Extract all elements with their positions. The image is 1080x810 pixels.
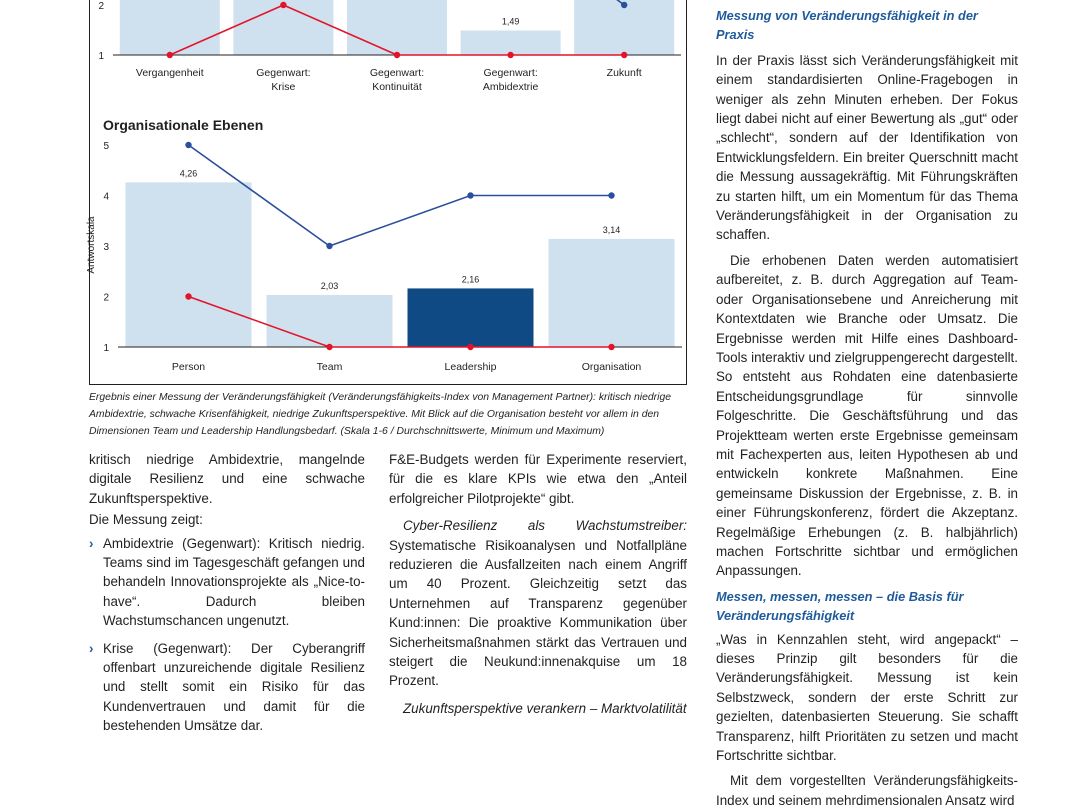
bullet-item	[89, 639, 365, 736]
bar	[233, 0, 333, 55]
data-label: 2,03	[320, 280, 339, 291]
bar	[267, 295, 393, 347]
y-tick-label: 5	[103, 141, 109, 152]
section-heading: Messen, messen, messen – die Basis für Veränderungsfähigkeit	[716, 588, 964, 624]
y-tick-label: 1	[103, 343, 109, 354]
figure-caption: Ergebnis einer Messung der Veränderungsfähigkeit (Veränderungsfähigkeits-Index von Management Partner): kritisch niedrige Ambidextrie, schwache Krisenfähigkeit, niedrige Zukunftsperspektive. Mit Blick auf die Organisation besteht vor allem in den Dimensionen Team und Leadership Handlungsbedarf. (Skala 1-6 / Durchschnittswerte, Minimum und Maximum)	[89, 392, 672, 437]
x-tick-label: Person	[171, 361, 206, 373]
x-tick-label: Krise	[271, 81, 296, 93]
data-label: 2,16	[461, 274, 480, 285]
text-column-2	[389, 450, 687, 718]
x-tick-label: Gegenwart:	[369, 67, 425, 79]
max-point	[608, 192, 614, 198]
section-heading: Messung von Veränderungsfähigkeit in der Praxis	[716, 8, 978, 43]
bar	[461, 31, 561, 56]
paragraph-lead: Cyber-Resilienz als Wachstumstreiber:	[403, 518, 687, 534]
y-axis-label: Antwortskala	[86, 216, 97, 274]
bullet-marker-icon: ›	[89, 640, 94, 656]
paragraph	[389, 516, 687, 691]
min-point	[608, 344, 614, 350]
bullet-marker-icon: ›	[89, 535, 94, 551]
x-tick-label: Organisation	[581, 361, 642, 373]
x-tick-label: Team	[316, 361, 343, 373]
data-label: 4,26	[179, 168, 198, 179]
paragraph: Die erhobenen Daten werden automatisiert aufbereitet, z. B. durch Aggregation auf Team- oder Organisationsebene und Anreicherung mit Kontextdaten wie Branche oder Umsatz. Die Ergebnisse werden mit Hilfe eines Dashboard-Tools interaktiv und zielgruppengerecht dargestellt. So entsteht aus Rohdaten eine datenbasierte Entscheidungsgrundlage für sinnvolle Folgeschritte. Die Geschäftsführung und das Projektteam werten erste Ergebnisse gemeinsam mit Fachexperten aus, leiten Hypothesen ab und entwickeln konkrete Maßnahmen. Eine gemeinsame Diskussion der Ergebnisse, z. B. in einer Führungskonferenz, fördert die Akzeptanz. Regelmäßige Erhebungen (z. B. halbjährlich) machen Fortschritte sichtbar und ermöglichen Anpassungen.	[716, 252, 1018, 579]
data-label: 1,49	[501, 16, 520, 27]
x-tick-label: Gegenwart:	[256, 67, 311, 79]
x-tick-label: Kontinuität	[372, 81, 422, 93]
max-point	[185, 142, 191, 148]
x-tick-label: Vergangenheit	[135, 67, 204, 79]
bar	[408, 288, 534, 347]
y-tick-label: 2	[98, 1, 104, 12]
min-point	[326, 344, 332, 350]
max-point	[326, 243, 332, 249]
bullet-text: Ambidextrie (Gegenwart): Kritisch niedrig. Teams sind im Tagesgeschäft gefangen und behandeln Innovationsprojekte als „Nice-to-have“. Dadurch bleiben Wachstumschancen ungenutzt.	[103, 535, 365, 629]
bullet-text: Krise (Gegenwart): Der Cyberangriff offenbart unzureichende digitale Resilienz und stellt somit ein Risiko für das Kundenvertrauen und damit für die bestehenden Umsätze dar.	[103, 640, 365, 734]
text-column-1	[89, 450, 365, 736]
y-tick-label: 2	[103, 292, 109, 304]
max-line	[189, 145, 612, 246]
min-point	[280, 2, 286, 8]
x-tick-label: Zukunft	[606, 67, 642, 79]
min-point	[467, 344, 473, 350]
text-column-3	[716, 6, 1018, 810]
bar	[347, 0, 447, 55]
data-label: 3,14	[602, 224, 621, 235]
bar	[549, 239, 675, 347]
paragraph: „Was in Kennzahlen steht, wird angepackt“ – dieses Prinzip gilt besonders für die Veränderungsfähigkeit. Messung ist kein Selbstzweck, sondern der erste Schritt zur gezielten, datenbasierten Steuerung. Sie schafft Transparenz, hilft Prioritäten zu setzen und macht Fortschritte sichtbar.	[716, 631, 1018, 764]
y-tick-label: 3	[103, 242, 109, 253]
min-line	[189, 297, 612, 348]
bar	[574, 0, 674, 55]
paragraph-text: Systematische Risikoanalysen und Notfallpläne reduzieren die Ausfallzeiten nach einem Angriff um 40 Prozent. Gleichzeitig setzt das Unternehmen auf Transparenz gegenüber Kund:innen: Die proaktive Kommunikation über Sicherheitsmaßnahmen stärkt das Vertrauen und steigert die Neukund:innenakquise um 18 Prozent.	[389, 537, 687, 689]
paragraph-lead: Zukunftsperspektive verankern – Marktvolatilität	[403, 700, 687, 716]
bar	[120, 0, 220, 55]
paragraph: F&E-Budgets werden für Experimente reserviert, für die es klare KPIs wie etwa den „Anteil erfolgreicher Pilotprojekte“ gibt.	[389, 452, 687, 506]
min-point	[185, 293, 191, 299]
max-point	[467, 192, 473, 198]
min-point	[507, 52, 513, 58]
y-tick-label: 4	[103, 191, 109, 203]
bar	[126, 182, 252, 347]
bullet-item	[89, 534, 365, 631]
chart-title: Organisationale Ebenen	[103, 117, 264, 133]
paragraph: Mit dem vorgestellten Veränderungsfähigkeits-Index und seinem mehrdimensionalen Ansatz wird	[716, 773, 1018, 808]
x-tick-label: Leadership	[444, 361, 497, 373]
paragraph: kritisch niedrige Ambidextrie, mangelnde digitale Resilienz und eine schwache Zukunftsperspektive.	[89, 452, 365, 506]
paragraph: In der Praxis lässt sich Veränderungsfähigkeit mit einem standardisierten Online-Fragebogen in weniger als zehn Minuten erheben. Der Fokus liegt dabei nicht auf einer Bewertung als „gut“ oder „schlecht“, sondern auf der Identifikation von Entwicklungsfeldern. Ein breiter Querschnitt macht die Messung aussagekräftig. Mit Führungskräften zu starten hilft, um ein Momentum für das Thema Veränderungsfähigkeit in der Organisation zu schaffen.	[716, 52, 1018, 243]
min-point	[621, 52, 627, 58]
min-point	[167, 52, 173, 58]
max-point	[621, 2, 627, 8]
x-tick-label: Gegenwart:	[483, 67, 538, 79]
charts-svg	[0, 0, 700, 390]
paragraph: Die Messung zeigt:	[89, 512, 203, 528]
y-tick-label: 1	[98, 51, 104, 62]
min-point	[394, 52, 400, 58]
x-tick-label: Ambidextrie	[482, 81, 539, 93]
